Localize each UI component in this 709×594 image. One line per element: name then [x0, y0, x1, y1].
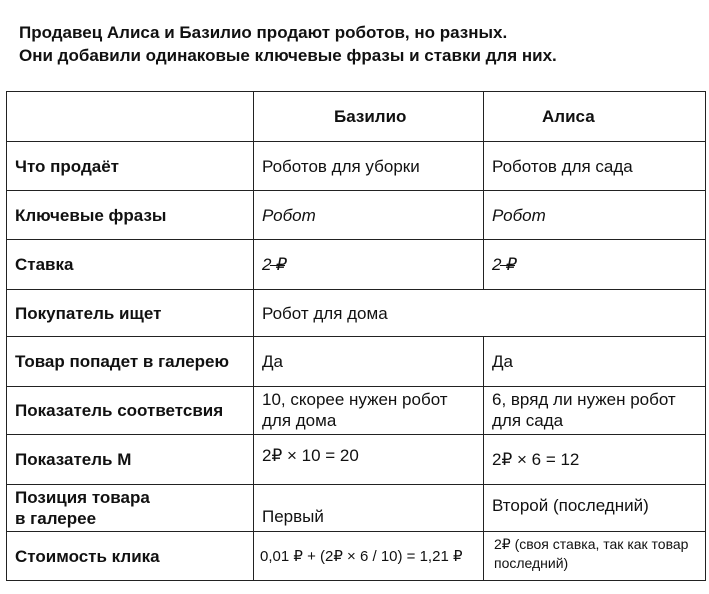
row-label-bid: Ставка: [7, 240, 254, 290]
row-label-in-gallery: Товар попадет в галерею: [7, 337, 254, 387]
row-label-position-line-1: Позиция товара: [15, 488, 150, 507]
cell-basilio-in-gallery: Да: [254, 337, 484, 387]
table-row: [7, 337, 706, 387]
intro-line-2: Они добавили одинаковые ключевые фразы и ставки для них.: [19, 46, 557, 65]
cell-alisa-relevance: 6, вряд ли нужен робот для сада: [484, 387, 706, 435]
cell-buyer-query: Робот для дома: [254, 290, 706, 337]
header-empty-cell: [7, 92, 254, 142]
comparison-table: [6, 91, 706, 581]
cell-basilio-relevance: 10, скорее нужен робот для дома: [254, 387, 484, 435]
cell-alisa-in-gallery: Да: [484, 337, 706, 387]
cell-basilio-metric-m: 2₽ × 10 = 20: [254, 435, 484, 485]
table-row: [7, 240, 706, 290]
table-row: [7, 387, 706, 435]
table-row: [7, 532, 706, 581]
row-label-keywords: Ключевые фразы: [7, 191, 254, 240]
cell-alisa-click-cost: 2₽ (своя ставка, так как товар последний): [484, 532, 706, 581]
bid-value: 2 ₽: [492, 255, 517, 274]
cell-basilio-click-cost: 0,01 ₽ + (2₽ × 6 / 10) = 1,21 ₽: [254, 532, 484, 581]
cell-basilio-position: Первый: [254, 485, 484, 532]
row-label-relevance: Показатель соответсвия: [7, 387, 254, 435]
row-label-sells: Что продаёт: [7, 142, 254, 191]
row-label-buyer-searches: Покупатель ищет: [7, 290, 254, 337]
header-alisa: Алиса: [484, 92, 706, 142]
table-row: [7, 290, 706, 337]
intro-text: [19, 21, 557, 67]
cell-basilio-keywords: Робот: [254, 191, 484, 240]
row-label-position: [7, 485, 254, 532]
row-label-click-cost: Стоимость клика: [7, 532, 254, 581]
cell-alisa-keywords: Робот: [484, 191, 706, 240]
row-label-position-line-2: в галерее: [15, 509, 97, 528]
cell-basilio-bid: [254, 240, 484, 290]
header-basilio: Базилио: [254, 92, 484, 142]
cell-basilio-sells: Роботов для уборки: [254, 142, 484, 191]
table-row: [7, 142, 706, 191]
cell-alisa-bid: [484, 240, 706, 290]
cell-alisa-sells: Роботов для сада: [484, 142, 706, 191]
table-row: [7, 191, 706, 240]
intro-line-1: Продавец Алиса и Базилио продают роботов, но разных.: [19, 23, 508, 42]
bid-value: 2 ₽: [262, 255, 287, 274]
cell-alisa-position: Второй (последний): [484, 485, 706, 532]
table-row: [7, 485, 706, 532]
cell-alisa-metric-m: 2₽ × 6 = 12: [484, 435, 706, 485]
table-row: [7, 435, 706, 485]
row-label-metric-m: Показатель M: [7, 435, 254, 485]
table-header-row: [7, 92, 706, 142]
